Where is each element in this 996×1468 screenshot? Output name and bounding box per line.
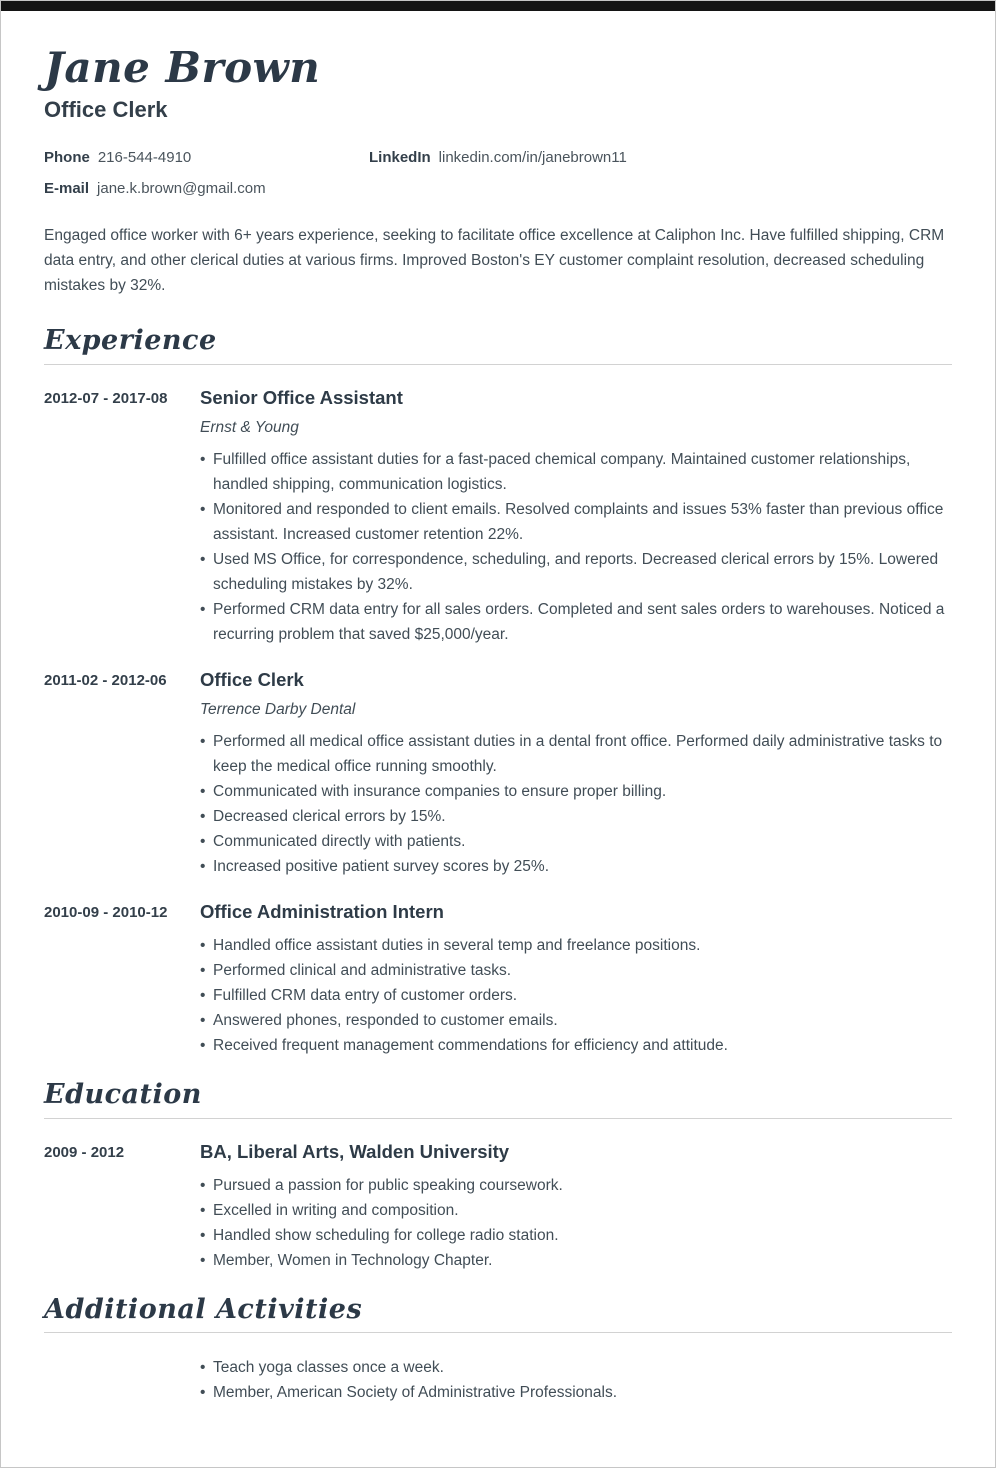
resume-entry [44,901,952,1058]
contact-info [44,149,952,197]
bullet-item: • Monitored and responded to client emails. Resolved complaints and issues 53% faster than previous office assistant. Increased customer retention 22%. [200,497,952,547]
bullet-item: • Received frequent management commendations for efficiency and attitude. [200,1033,952,1058]
entry-dates: 2009 - 2012 [44,1143,125,1161]
entry-dates [44,1355,200,1405]
bullet-item: • Increased positive patient survey scores by 25%. [200,854,952,879]
phone-value: 216-544-4910 [97,149,192,167]
entry-bullet-list [200,1173,952,1273]
entry-bullet-list [200,933,952,1058]
entry-body [200,387,952,647]
entry-bullet-list [200,1355,952,1405]
entry-body [200,1355,952,1405]
resume-entry [44,669,952,879]
entry-body [200,901,952,1058]
professional-summary: Engaged office worker with 6+ years experience, seeking to facilitate office excellence at Caliphon Inc. Have fulfilled shipping, CRM data entry, and other clerical duties at various firms. Improved Boston's EY customer complaint resolution, decreased scheduling mistakes by 32%. [44,227,945,295]
section-title-underline [44,326,952,365]
bullet-item: • Decreased clerical errors by 15%. [200,804,952,829]
bullet-item: • Communicated directly with patients. [200,829,952,854]
entry-bullet-list [200,729,952,879]
bullet-item: • Excelled in writing and composition. [200,1198,952,1223]
entry-dates: 2010-09 - 2010-12 [44,903,168,921]
section-title: Education [44,1078,202,1110]
contact-phone [44,149,369,166]
resume-entry [44,1141,952,1273]
bullet-item: • Performed CRM data entry for all sales orders. Completed and sent sales orders to warehouses. Noticed a recurring problem that saved $25,000/year. [200,597,952,647]
entry-dates: 2012-07 - 2017-08 [44,389,168,407]
email-label: E-mail [44,180,90,198]
section-education [44,1080,952,1273]
entry-organization: Terrence Darby Dental [200,700,356,718]
entry-dates: 2011-02 - 2012-06 [44,671,167,689]
resume-entry [44,1355,952,1405]
bullet-item: • Fulfilled office assistant duties for a fast-paced chemical company. Maintained customer relationships, handled shipping, communication logistics. [200,447,952,497]
bullet-item: • Communicated with insurance companies to ensure proper billing. [200,779,952,804]
phone-label: Phone [44,149,90,167]
resume-entry [44,387,952,647]
entry-organization: Ernst & Young [200,418,299,436]
entry-bullet-list [200,447,952,647]
section-title-underline [44,1295,952,1334]
contact-linkedin [369,149,952,166]
bullet-item: • Fulfilled CRM data entry of customer orders. [200,983,952,1008]
section-title-underline [44,1080,952,1119]
entry-role: BA, Liberal Arts, Walden University [200,1140,510,1162]
section-title: Additional Activities [44,1293,363,1325]
entry-body [200,1141,952,1273]
entry-role: Office Administration Intern [200,900,444,922]
email-value: jane.k.brown@gmail.com [97,180,266,198]
entry-role: Office Clerk [200,668,304,690]
entry-body [200,669,952,879]
linkedin-value: linkedin.com/in/janebrown11 [438,149,627,167]
resume-sections [44,326,952,1405]
bullet-item: • Teach yoga classes once a week. [200,1355,952,1380]
bullet-item: • Handled office assistant duties in several temp and freelance positions. [200,933,952,958]
candidate-name: Jane Brown [44,43,321,92]
contact-email [44,180,369,197]
section-additional-activities [44,1295,952,1406]
bullet-item: • Pursued a passion for public speaking coursework. [200,1173,952,1198]
entry-role: Senior Office Assistant [200,386,403,408]
bullet-item: • Answered phones, responded to customer emails. [200,1008,952,1033]
candidate-job-title: Office Clerk [44,97,168,123]
bullet-item: • Used MS Office, for correspondence, scheduling, and reports. Decreased clerical errors by 15%. Lowered scheduling mistakes by 32%. [200,547,952,597]
section-experience [44,326,952,1058]
bullet-item: • Handled show scheduling for college radio station. [200,1223,952,1248]
bullet-item: • Performed clinical and administrative tasks. [200,958,952,983]
top-accent-bar [1,1,995,11]
bullet-item: • Member, American Society of Administrative Professionals. [200,1380,952,1405]
bullet-item: • Performed all medical office assistant duties in a dental front office. Performed daily administrative tasks to keep the medical office running smoothly. [200,729,952,779]
bullet-item: • Member, Women in Technology Chapter. [200,1248,952,1273]
resume-content [1,11,995,1467]
section-title: Experience [44,325,217,357]
linkedin-label: LinkedIn [369,149,431,167]
